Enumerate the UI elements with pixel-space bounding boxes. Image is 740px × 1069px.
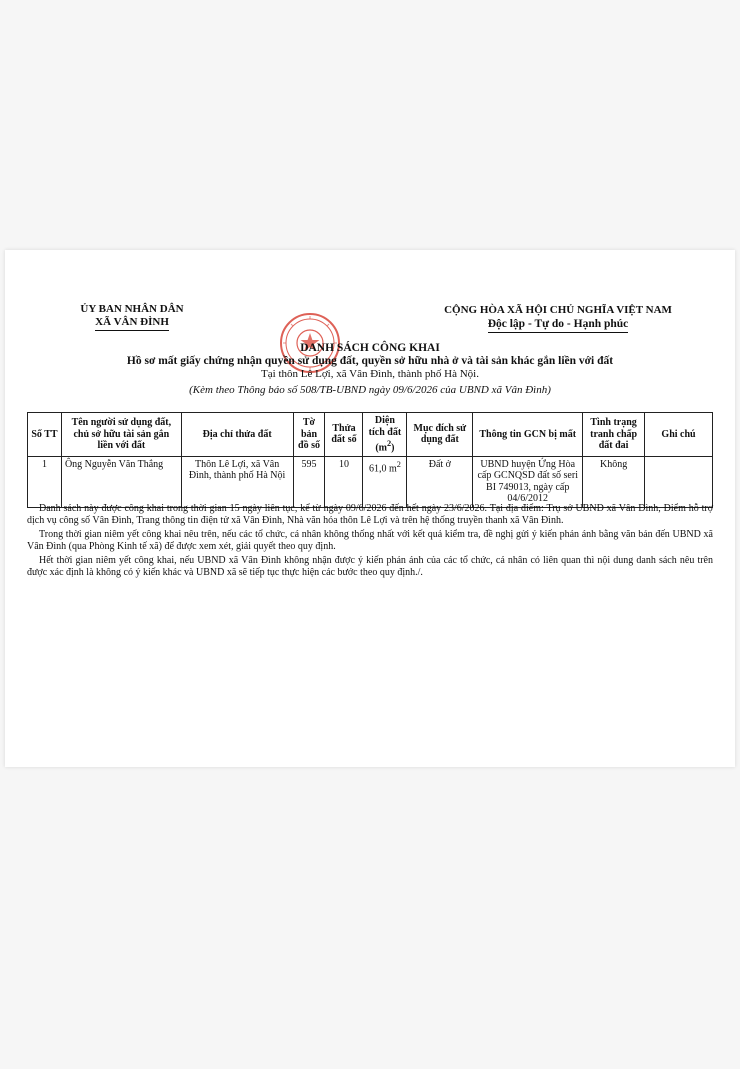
notes-section (27, 503, 713, 581)
header-note: Ghi chú (645, 413, 713, 457)
header-gcn: Thông tin GCN bị mất (473, 413, 583, 457)
cell-address: Thôn Lê Lợi, xã Vân Đình, thành phố Hà Nội (181, 456, 293, 507)
public-list-table (27, 412, 713, 508)
national-header (433, 303, 683, 333)
national-title: CỘNG HÒA XÃ HỘI CHỦ NGHĨA VIỆT NAM (444, 304, 672, 316)
cell-dispute: Không (583, 456, 645, 507)
cell-map-sheet: 595 (293, 456, 325, 507)
document-title-block (5, 342, 735, 397)
authority-line-1: ỦY BAN NHÂN DÂN (80, 303, 184, 315)
cell-note (645, 456, 713, 507)
document-subtitle: Hồ sơ mất giấy chứng nhận quyền sử dụng đất, quyền sở hữu nhà ở và tài sản khác gắn liền với đất (126, 355, 614, 367)
header-map-sheet: Tờ bản đồ số (293, 413, 325, 457)
cell-parcel: 10 (325, 456, 363, 507)
header-address: Địa chỉ thửa đất (181, 413, 293, 457)
header-purpose: Mục đích sử dụng đất (407, 413, 473, 457)
header-dispute: Tình trạng tranh chấp đất đai (583, 413, 645, 457)
cell-area: 61,0 $m^2$ (363, 456, 407, 507)
table-header-row (28, 413, 713, 457)
document-title: DANH SÁCH CÔNG KHAI (300, 342, 440, 354)
header-owner: Tên người sử dụng đất, chủ sở hữu tài sản gắn liền với đất (61, 413, 181, 457)
table-row (28, 456, 713, 507)
note-paragraph-2: Trong thời gian niêm yết công khai nêu trên, nếu các tổ chức, cá nhân không thống nhất với kết quả kiểm tra, đề nghị gửi ý kiến phản ánh bằng văn bản đến UBND xã Vân Đình (qua Phòng Kinh tế xã) để được xem xét, giải quyết theo quy định. (27, 529, 713, 552)
national-motto: Độc lập - Tự do - Hạnh phúc (488, 317, 629, 333)
cell-purpose: Đất ở (407, 456, 473, 507)
document-location: Tại thôn Lê Lợi, xã Vân Đình, thành phố Hà Nội. (261, 368, 479, 380)
note-paragraph-3: Hết thời gian niêm yết công khai, nếu UBND xã Vân Đình không nhận được ý kiến phản ánh của các tổ chức, cá nhân có liên quan thì nội dung danh sách nêu trên được xác định là không có ý kiến khác và UBND xã sẽ tiếp tục thực hiện các bước theo quy định./. (27, 555, 713, 578)
issuing-authority (57, 303, 207, 331)
header-area: Diện tích đất $(m^2)$ (363, 413, 407, 457)
cell-owner: Ông Nguyễn Văn Thắng (61, 456, 181, 507)
cell-stt: 1 (28, 456, 62, 507)
document-sheet (5, 250, 735, 767)
authority-line-2: XÃ VÂN ĐÌNH (95, 316, 169, 331)
cell-gcn: UBND huyện Ứng Hòa cấp GCNQSD đất số seri BI 749013, ngày cấp 04/6/2012 (473, 456, 583, 507)
note-paragraph-1: Danh sách này được công khai trong thời gian 15 ngày liên tục, kể từ ngày 09/6/2026 đến hết ngày 23/6/2026. Tại địa điểm: Trụ sở UBND xã Vân Đình, Điểm hỗ trợ dịch vụ công số Vân Đình, Trang thông tin điện tử xã Vân Đình, Nhà văn hóa thôn Lê Lợi và trên hệ thống truyền thanh xã Vân Đình. (27, 503, 713, 526)
header-parcel: Thửa đất số (325, 413, 363, 457)
header-stt: Số TT (28, 413, 62, 457)
document-reference: (Kèm theo Thông báo số 508/TB-UBND ngày 09/6/2026 của UBND xã Vân Đình) (189, 384, 551, 396)
